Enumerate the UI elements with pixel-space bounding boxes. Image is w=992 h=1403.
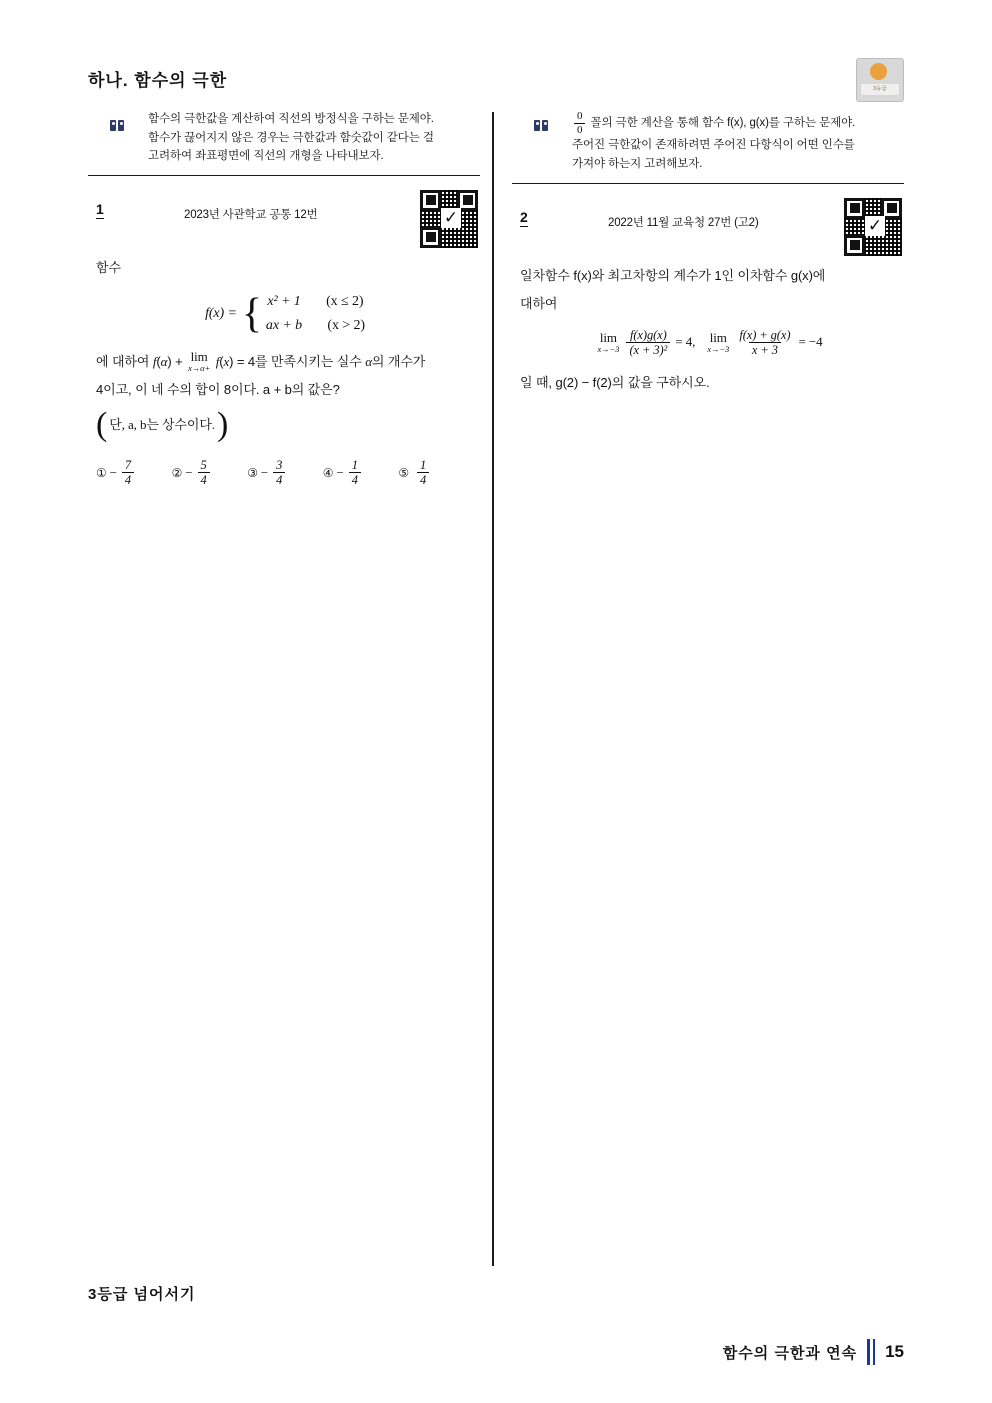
qr-code[interactable] bbox=[420, 190, 478, 248]
brace-icon: { bbox=[241, 290, 262, 337]
choice-marker: ① bbox=[96, 465, 107, 480]
choice-fraction bbox=[122, 458, 134, 488]
choice-item[interactable] bbox=[247, 458, 323, 488]
problem-statement-line: 대하여 bbox=[520, 295, 558, 311]
footer-rule-icon bbox=[867, 1339, 875, 1365]
fraction-denominator: 4 bbox=[349, 472, 361, 487]
qr-check-icon: ✓ bbox=[865, 216, 885, 236]
page-number: 15 bbox=[885, 1342, 904, 1361]
problem-number: 1 bbox=[96, 202, 104, 219]
choice-item[interactable] bbox=[323, 458, 399, 488]
tip-divider bbox=[88, 175, 480, 176]
choice-marker: ③ bbox=[247, 465, 258, 480]
problem-intro: 함수 bbox=[96, 259, 121, 275]
limit-notation: lim x→−3 bbox=[597, 329, 620, 354]
problem-note bbox=[96, 405, 229, 443]
logo-band-label: 3등급 bbox=[861, 84, 899, 95]
limit-notation: lim x→−3 bbox=[707, 329, 730, 354]
paren-close-icon: ) bbox=[216, 405, 229, 443]
fraction-denominator: x + 3 bbox=[749, 342, 781, 357]
qr-eye-icon bbox=[420, 190, 441, 211]
problem-2-header bbox=[512, 198, 904, 260]
quote-icon bbox=[534, 118, 550, 129]
problem-closing-line: 일 때, g(2) − f(2)의 값을 구하시오. bbox=[520, 375, 710, 391]
tip-line: 가져야 하는지 고려해보자. bbox=[572, 157, 703, 170]
choice-fraction bbox=[417, 458, 429, 488]
qr-eye-icon bbox=[844, 235, 865, 256]
fraction-denominator: (x + 3)² bbox=[626, 342, 670, 357]
right-column bbox=[512, 110, 904, 399]
choice-item[interactable] bbox=[398, 458, 474, 488]
fraction-numerator: f(x)g(x) bbox=[630, 327, 667, 342]
problem-1-body bbox=[88, 256, 480, 488]
equation-tail: = −4 bbox=[798, 333, 823, 349]
problem-number: 2 bbox=[520, 210, 528, 227]
qr-code[interactable] bbox=[844, 198, 902, 256]
qr-eye-icon bbox=[420, 227, 441, 248]
equation-tail: = 4, bbox=[675, 333, 696, 349]
fraction-numerator: 7 bbox=[124, 457, 132, 472]
tip-lead-rest: 꼴의 극한 계산을 통해 함수 f(x), g(x)를 구하는 문제야. bbox=[590, 117, 856, 130]
piecewise-row bbox=[267, 294, 363, 309]
tip-line: 고려하여 좌표평면에 직선의 개형을 나타내보자. bbox=[148, 150, 384, 163]
piecewise-cond: (x > 2) bbox=[327, 317, 365, 333]
problem-1-header bbox=[88, 190, 480, 252]
tip-divider bbox=[512, 183, 904, 184]
left-column bbox=[88, 110, 480, 487]
choice-sign: − bbox=[185, 464, 193, 480]
fraction-numerator: 5 bbox=[200, 457, 207, 472]
fraction-denominator: 4 bbox=[273, 472, 285, 487]
tip-block-1 bbox=[88, 110, 480, 166]
answer-choices bbox=[96, 458, 474, 488]
fraction-denominator: 4 bbox=[417, 472, 429, 487]
footer-brand: 3등급 넘어서기 bbox=[88, 1286, 196, 1303]
choice-sign: − bbox=[336, 464, 344, 480]
paren-open-icon: ( bbox=[96, 405, 108, 443]
limit-fraction bbox=[736, 328, 793, 358]
problem-statement-line: 에 대하여 f(α) + lim x→α+ f(x) = 4를 만족시키는 실수 α의 개수가 bbox=[96, 349, 426, 374]
footer-chapter-label: 함수의 극한과 연속 bbox=[722, 1344, 858, 1362]
fraction-numerator: 0 bbox=[577, 110, 583, 122]
limit-notation: lim x→α+ bbox=[188, 349, 211, 374]
choice-sign: − bbox=[260, 464, 269, 480]
footer-right bbox=[723, 1339, 904, 1365]
limit-equation bbox=[705, 328, 822, 358]
piecewise-lhs: f(x) = bbox=[205, 305, 237, 321]
piecewise-cond: (x ≤ 2) bbox=[326, 293, 364, 309]
page-title: 하나. 함수의 극한 bbox=[88, 71, 228, 90]
fraction-numerator: 1 bbox=[420, 457, 427, 472]
tip-line: 함수가 끊어지지 않은 경우는 극한값과 함숫값이 같다는 걸 bbox=[148, 131, 434, 144]
qr-check-icon: ✓ bbox=[441, 208, 461, 228]
limit-fraction bbox=[626, 328, 670, 358]
tip-line bbox=[572, 110, 900, 136]
limit-equation bbox=[595, 328, 695, 358]
quote-icon bbox=[110, 118, 126, 129]
piecewise-function bbox=[96, 290, 474, 338]
problem-note-text: 단, a, b는 상수이다. bbox=[109, 416, 215, 432]
limit-subscript: x→α+ bbox=[188, 363, 211, 374]
zero-over-zero-fraction bbox=[574, 110, 585, 136]
choice-fraction bbox=[198, 458, 210, 488]
piecewise-expr: x² + 1 bbox=[267, 293, 301, 309]
choice-item[interactable] bbox=[172, 458, 248, 488]
choice-marker: ④ bbox=[322, 465, 334, 480]
choice-fraction bbox=[273, 458, 285, 488]
problem-2-body bbox=[512, 264, 904, 396]
tip-block-2 bbox=[512, 110, 904, 174]
fraction-denominator: 4 bbox=[122, 472, 134, 487]
problem-source: 2023년 사관학교 공통 12번 bbox=[184, 208, 318, 221]
limit-subscript: x→−3 bbox=[707, 343, 730, 354]
piecewise-expr: ax + b bbox=[265, 317, 302, 333]
fraction-numerator: 1 bbox=[351, 457, 358, 472]
fraction-numerator: 3 bbox=[276, 457, 283, 472]
problem-statement-line: 일차함수 f(x)와 최고차항의 계수가 1인 이차함수 g(x)에 bbox=[520, 267, 826, 283]
qr-eye-icon bbox=[844, 198, 865, 219]
piecewise-row bbox=[266, 318, 365, 333]
problem-source: 2022년 11월 교육청 27번 (고2) bbox=[608, 216, 759, 229]
limit-subscript: x→−3 bbox=[597, 343, 620, 354]
limit-equations bbox=[520, 328, 898, 358]
choice-fraction bbox=[349, 458, 361, 488]
choice-marker: ② bbox=[171, 465, 183, 480]
problem-statement-line: 4이고, 이 네 수의 합이 8이다. a + b의 값은? bbox=[96, 381, 340, 397]
fraction-denominator: 4 bbox=[198, 472, 210, 487]
column-divider bbox=[492, 112, 494, 1266]
fraction-denominator: 0 bbox=[574, 123, 585, 137]
tip-line: 주어진 극한값이 존재하려면 주어진 다항식이 어떤 인수를 bbox=[572, 139, 855, 152]
tip-line: 함수의 극한값을 계산하여 직선의 방정식을 구하는 문제야. bbox=[148, 113, 434, 125]
logo-circle-icon bbox=[870, 63, 887, 80]
choice-item[interactable] bbox=[96, 458, 172, 488]
choice-marker: ⑤ bbox=[398, 465, 410, 480]
fraction-numerator: f(x) + g(x) bbox=[739, 327, 791, 342]
publisher-logo bbox=[856, 58, 904, 102]
choice-sign: − bbox=[109, 464, 117, 480]
